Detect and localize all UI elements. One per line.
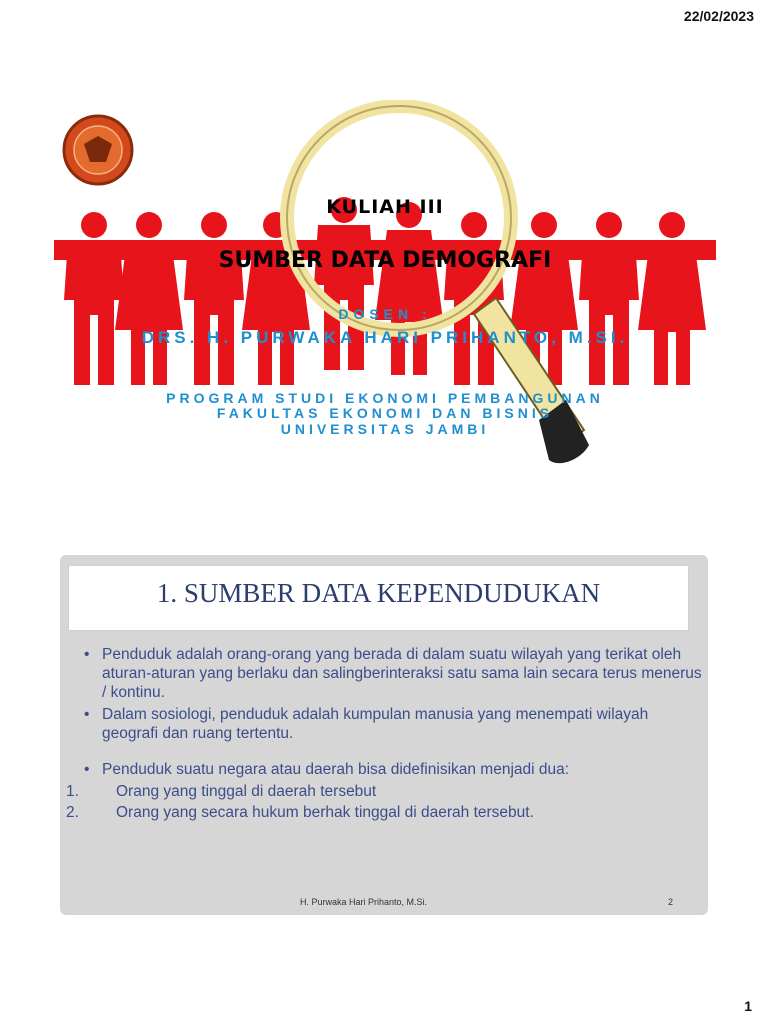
numbered-item xyxy=(64,803,704,822)
program-name: PROGRAM STUDI EKONOMI PEMBANGUNAN xyxy=(166,390,604,406)
slide-2-content xyxy=(60,555,708,915)
item-text: Orang yang tinggal di daerah tersebut xyxy=(116,783,377,800)
page-number: 1 xyxy=(744,998,752,1014)
item-text: Orang yang secara hukum berhak tinggal di daerah tersebut. xyxy=(116,804,534,821)
lecture-label: KULIAH III xyxy=(326,196,444,218)
faculty-name: FAKULTAS EKONOMI DAN BISNIS xyxy=(216,405,554,421)
lecturer-label: DOSEN : xyxy=(338,306,432,322)
slide-title-box xyxy=(68,565,689,631)
slide-title: 1. SUMBER DATA KEPENDUDUKAN xyxy=(156,578,601,608)
footer-author: H. Purwaka Hari Prihanto, M.Si. xyxy=(300,897,428,907)
university-logo xyxy=(64,116,132,184)
slide-1-title xyxy=(54,100,716,477)
slide-number: 2 xyxy=(668,897,674,907)
item-number: 2. xyxy=(66,804,79,821)
university-name: UNIVERSITAS JAMBI xyxy=(280,421,490,437)
bullet-item: • Penduduk adalah orang-orang yang berada di dalam suatu wilayah yang terikat oleh aturan-aturan yang berlaku dan salingberinteraksi satu sama lain secara terus menerus / kontinu. xyxy=(84,645,704,702)
bullet-item: • Penduduk suatu negara atau daerah bisa didefinisikan menjadi dua: xyxy=(84,760,704,779)
lecturer-name: DRS. H. PURWAKA HARI PRIHANTO, M.SI. xyxy=(141,328,629,347)
slide-title: SUMBER DATA DEMOGRAFI xyxy=(218,248,552,273)
bullet-item: • Dalam sosiologi, penduduk adalah kumpulan manusia yang menempati wilayah geografi dan ruang tertentu. xyxy=(84,705,704,743)
slide-body xyxy=(66,645,704,824)
item-number: 1. xyxy=(66,783,79,800)
numbered-item xyxy=(64,782,704,801)
page-date: 22/02/2023 xyxy=(683,8,754,24)
